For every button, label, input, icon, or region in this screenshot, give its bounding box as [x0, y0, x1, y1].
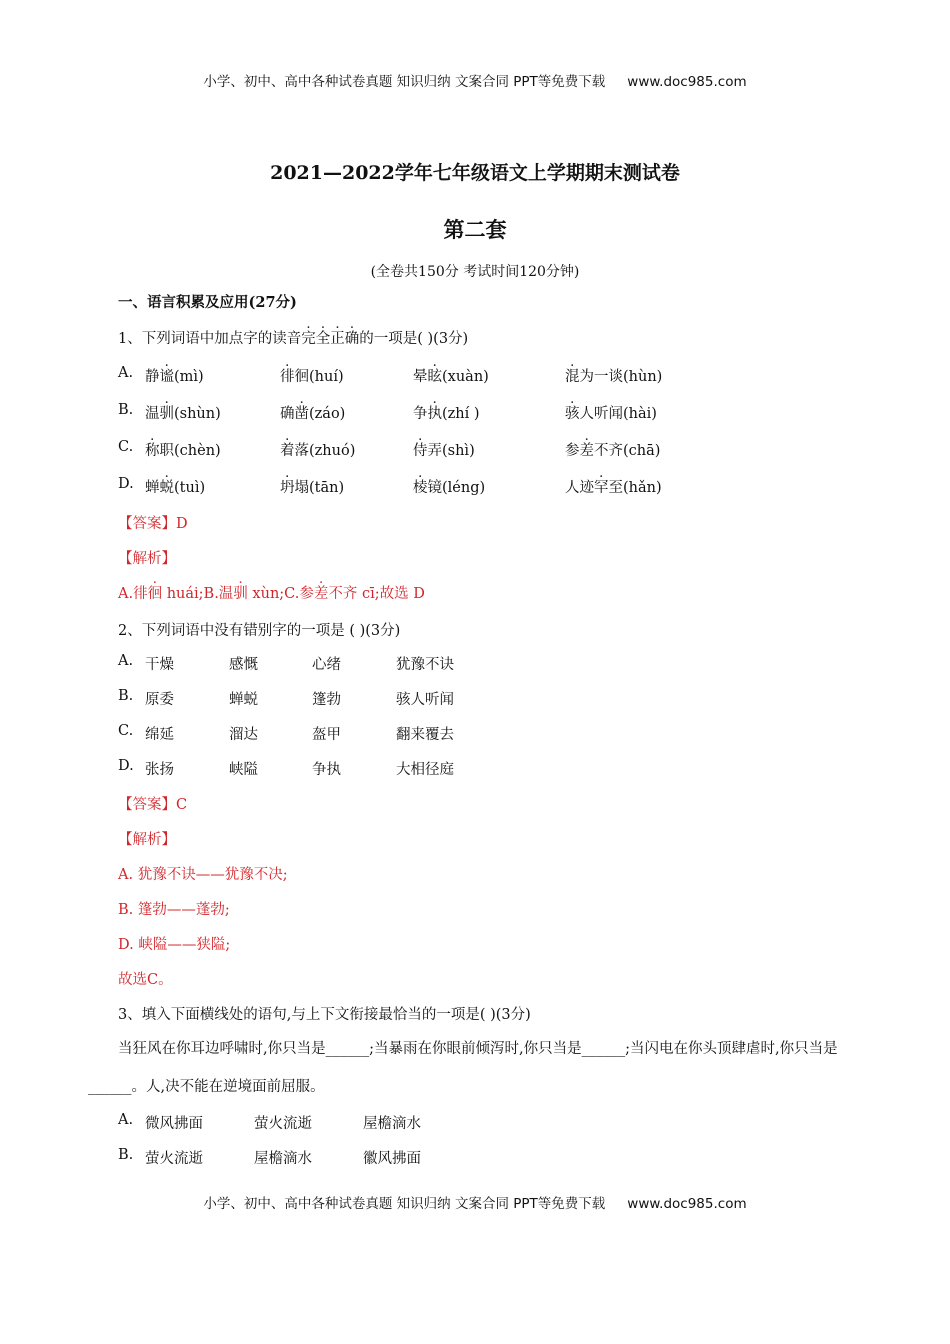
dotted-char: 着	[280, 443, 295, 459]
dotted-char: 谧	[159, 369, 174, 385]
option-label: D.	[118, 476, 134, 492]
option-word	[145, 476, 205, 497]
header-text: 小学、初中、高中各种试卷真题 知识归纳 文案合同 PPT等免费下载	[203, 74, 606, 90]
word-prefix: 静	[145, 369, 160, 385]
option-word: 绵延	[145, 727, 174, 743]
option-word: 干燥	[145, 657, 174, 673]
dotted-char: 侍	[413, 443, 428, 459]
page-header	[0, 70, 950, 90]
option-word: 犹豫不诀	[396, 657, 454, 673]
exam-title: 2021—2022学年七年级语文上学期期末测试卷	[270, 162, 680, 184]
dotted-char: 棱	[413, 480, 428, 496]
word-suffix: 不齐(chā)	[594, 443, 661, 459]
option-word	[280, 476, 344, 497]
word-prefix: 参	[565, 443, 580, 459]
dotted-char: 称	[145, 443, 160, 459]
word-prefix: 确	[280, 406, 295, 422]
option-word	[413, 476, 485, 497]
dotted-char: 混	[565, 369, 580, 385]
option-label: D.	[118, 758, 134, 774]
footer-site[interactable]: www.doc985.com	[627, 1196, 747, 1212]
word-suffix: 镜(léng)	[427, 480, 486, 496]
option-word: 微风拂面	[145, 1116, 203, 1132]
word-prefix: 蝉	[145, 480, 160, 496]
option-word	[565, 402, 657, 423]
word-suffix: 塌(tān)	[294, 480, 345, 496]
option-word: 萤火流逝	[254, 1116, 312, 1132]
word-suffix: (záo)	[309, 406, 346, 422]
option-label: B.	[118, 402, 134, 418]
question-2-analysis-line: D. 峡隘——狭隘;	[118, 937, 231, 953]
option-word	[413, 402, 480, 423]
option-word: 翻来覆去	[396, 727, 454, 743]
question-1-analysis: A.徘徊 huái;B.温驯 xùn;C.参差不齐 cī;故选 D	[118, 586, 425, 602]
option-label: B.	[118, 688, 134, 704]
dotted-char: 差	[579, 443, 594, 459]
option-word: 溜达	[229, 727, 258, 743]
word-prefix: 温	[145, 406, 160, 422]
word-suffix: 人听闻(hài)	[579, 406, 657, 422]
section-heading: 一、语言积累及应用(27分)	[118, 294, 297, 311]
word-prefix: 晕	[413, 369, 428, 385]
option-label: A.	[118, 365, 134, 381]
page-footer	[0, 1192, 950, 1212]
option-label: C.	[118, 723, 134, 739]
option-word: 心绪	[312, 657, 341, 673]
option-word: 峡隘	[229, 762, 258, 778]
option-word: 原委	[145, 692, 174, 708]
question-2-analysis-line: A. 犹豫不诀——犹豫不决;	[118, 867, 288, 883]
word-suffix: 落(zhuó)	[294, 443, 356, 459]
question-1-answer: 【答案】D	[118, 516, 188, 532]
option-word	[145, 365, 204, 386]
word-suffix: 为一谈(hùn)	[579, 369, 663, 385]
option-word: 争执	[312, 762, 341, 778]
option-label: B.	[118, 1147, 134, 1163]
option-word	[145, 402, 221, 423]
option-word: 徽风拂面	[363, 1151, 421, 1167]
header-site[interactable]: www.doc985.com	[627, 74, 747, 90]
question-2-analysis-line: 故选C。	[118, 972, 173, 988]
option-word: 感慨	[229, 657, 258, 673]
word-suffix: 职(chèn)	[159, 443, 221, 459]
option-word	[565, 439, 660, 460]
dotted-char: 罕	[594, 480, 609, 496]
footer-text: 小学、初中、高中各种试卷真题 知识归纳 文案合同 PPT等免费下载	[203, 1196, 606, 1212]
question-3-passage: 当狂风在你耳边呼啸时,你只当是______;当暴雨在你眼前倾泻时,你只当是______;当闪电在你头顶肆虐时,你只当是______。人,决不能在逆境面前屈服。	[88, 1041, 838, 1095]
question-1-stem: 1、下列词语中加点字的读音完全正确的一项是( )(3分)	[118, 331, 469, 347]
word-suffix: 弄(shì)	[427, 443, 475, 459]
option-word: 屋檐滴水	[363, 1116, 421, 1132]
question-2-answer: 【答案】C	[118, 797, 188, 813]
question-2-stem: 2、下列词语中没有错别字的一项是 ( )(3分)	[118, 623, 401, 639]
word-suffix: (mì)	[174, 369, 204, 385]
question-2-analysis-label: 【解析】	[118, 832, 176, 848]
exam-info: (全卷共150分 考试时间120分钟)	[370, 264, 580, 280]
dotted-char: 蜕	[159, 480, 174, 496]
option-word: 大相径庭	[396, 762, 454, 778]
dotted-char: 凿	[294, 406, 309, 422]
dotted-char: 驯	[159, 406, 174, 422]
word-prefix: 人迹	[565, 480, 594, 496]
option-word	[280, 402, 345, 423]
question-1-analysis-label: 【解析】	[118, 551, 176, 567]
option-word: 盔甲	[312, 727, 341, 743]
option-label: A.	[118, 653, 134, 669]
option-word: 萤火流逝	[145, 1151, 203, 1167]
option-word	[280, 365, 344, 386]
option-word	[413, 439, 475, 460]
word-suffix: (xuàn)	[442, 369, 489, 385]
dotted-char: 骇	[565, 406, 580, 422]
word-prefix: 争	[413, 406, 428, 422]
word-suffix: 徊(huí)	[294, 369, 344, 385]
word-suffix: (shùn)	[174, 406, 221, 422]
dotted-char: 坍	[280, 480, 295, 496]
option-word	[280, 439, 355, 460]
dotted-char: 徘	[280, 369, 295, 385]
option-word: 张扬	[145, 762, 174, 778]
word-suffix: (tuì)	[174, 480, 206, 496]
dotted-char: 眩	[427, 369, 442, 385]
option-label: A.	[118, 1112, 134, 1128]
option-word	[145, 439, 221, 460]
option-word	[565, 476, 662, 497]
option-word: 蝉蜕	[229, 692, 258, 708]
option-word	[565, 365, 662, 386]
dotted-char: 执	[427, 406, 442, 422]
exam-subtitle: 第二套	[443, 217, 507, 242]
option-word: 骇人听闻	[396, 692, 454, 708]
option-word: 篷勃	[312, 692, 341, 708]
word-suffix: 至(hǎn)	[608, 480, 662, 496]
question-2-analysis-line: B. 篷勃——蓬勃;	[118, 902, 230, 918]
option-word: 屋檐滴水	[254, 1151, 312, 1167]
question-3-stem: 3、填入下面横线处的语句,与上下文衔接最恰当的一项是( )(3分)	[118, 1007, 531, 1023]
word-suffix: (zhí )	[442, 406, 480, 422]
option-word	[413, 365, 489, 386]
option-label: C.	[118, 439, 134, 455]
